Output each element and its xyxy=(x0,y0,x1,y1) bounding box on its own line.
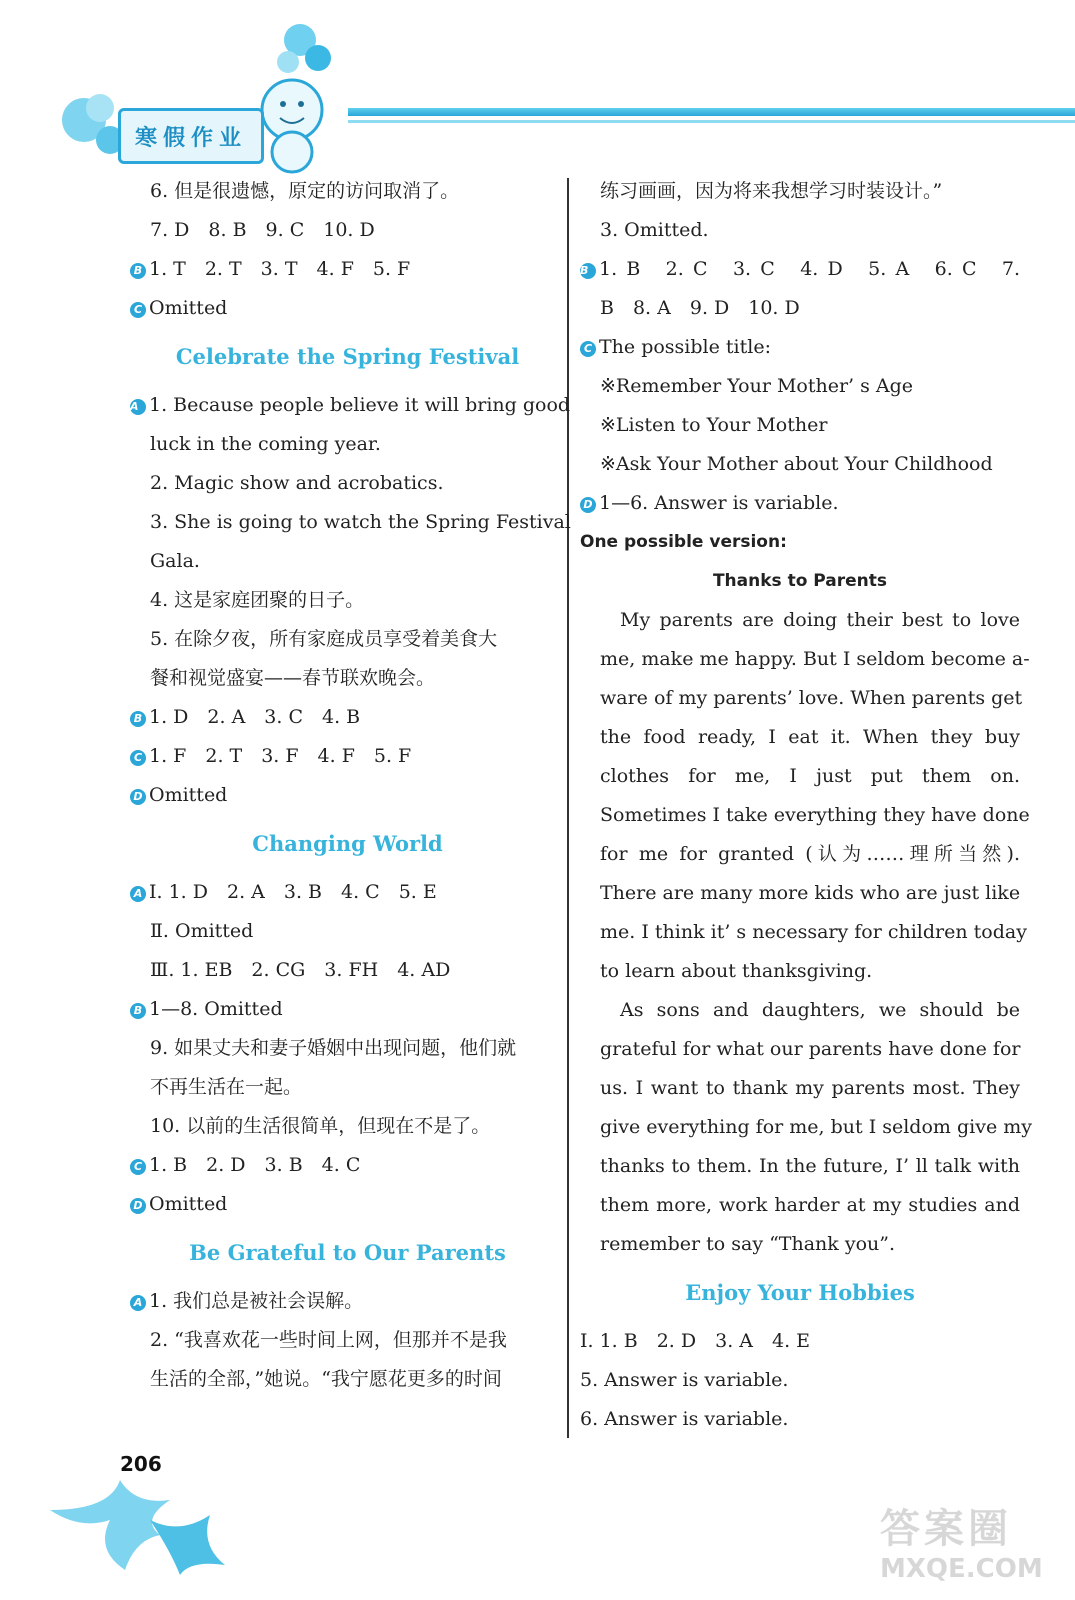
answer-text: Omitted xyxy=(149,297,228,319)
answer-line: 3. Omitted. xyxy=(600,219,709,241)
section-heading: Changing World xyxy=(252,831,443,856)
answer-line: 2. Magic show and acrobatics. xyxy=(150,472,444,494)
section-marker-icon: D xyxy=(130,1198,146,1214)
page-header xyxy=(0,0,1075,175)
answer-line: Sometimes I take everything they have done xyxy=(600,804,1030,826)
answer-line xyxy=(130,737,565,776)
answer-line xyxy=(580,328,1020,367)
answer-line: for me for granted (认为……理所当然). xyxy=(600,843,1020,865)
answer-text: 1. T 2. T 3. T 4. F 5. F xyxy=(149,258,411,280)
answer-line: 5. Answer is variable. xyxy=(580,1369,789,1391)
answer-text: 1. Because people believe it will bring good xyxy=(149,394,571,416)
section-marker-icon: C xyxy=(130,750,146,766)
answer-line: ※Ask Your Mother about Your Childhood xyxy=(600,453,993,475)
watermark-logo xyxy=(880,1505,1070,1595)
answer-line: 6. Answer is variable. xyxy=(580,1408,789,1430)
answer-line xyxy=(130,1146,565,1185)
answer-line: 6. 但是很遗憾，原定的访问取消了。 xyxy=(150,180,460,202)
section-marker-icon: A xyxy=(130,886,146,902)
section-marker-icon: C xyxy=(580,341,596,357)
snowflake-decoration-icon xyxy=(40,1470,240,1580)
answer-line: 2. “我喜欢花一些时间上网，但那并不是我 xyxy=(150,1329,507,1351)
answer-line xyxy=(130,698,565,737)
watermark-title: 答案圈 xyxy=(880,1506,1012,1552)
answer-line: ware of my parents’ love. When parents get xyxy=(600,687,1023,709)
section-marker-icon: B xyxy=(130,1003,146,1019)
answer-text: 1—8. Omitted xyxy=(149,998,283,1020)
section-marker-icon: D xyxy=(130,789,146,805)
header-title: 寒假作业 xyxy=(118,108,264,164)
answer-line xyxy=(130,873,565,912)
answer-line: 练习画画，因为将来我想学习时装设计。” xyxy=(600,180,943,202)
header-rule xyxy=(348,108,1075,116)
answer-line: My parents are doing their best to love xyxy=(620,609,1020,631)
left-column xyxy=(130,172,571,1399)
answer-line: 餐和视觉盛宴——春节联欢晚会。 xyxy=(150,667,436,689)
answer-line: 5. 在除夕夜，所有家庭成员享受着美食大 xyxy=(150,628,498,650)
version-label: One possible version: xyxy=(580,532,787,552)
answer-line xyxy=(130,386,571,425)
answer-line: 4. 这是家庭团聚的日子。 xyxy=(150,589,365,611)
section-marker-icon: B xyxy=(130,263,146,279)
section-marker-icon: C xyxy=(130,302,146,318)
answer-line: ※Remember Your Mother’ s Age xyxy=(600,375,914,397)
answer-line: Ⅱ. Omitted xyxy=(150,920,254,942)
page-number: 206 xyxy=(120,1452,162,1476)
answer-text: 1. F 2. T 3. F 4. F 5. F xyxy=(149,745,412,767)
watermark-url: MXQE.COM xyxy=(880,1554,1043,1584)
answer-line: them more, work harder at my studies and xyxy=(600,1194,1020,1216)
answer-line xyxy=(580,484,1020,523)
right-column xyxy=(580,172,1032,1439)
answer-line xyxy=(130,1185,565,1224)
answer-line: clothes for me, I just put them on. xyxy=(600,765,1020,787)
answer-line: Ⅲ. 1. EB 2. CG 3. FH 4. AD xyxy=(150,959,451,981)
answer-line: B 8. A 9. D 10. D xyxy=(600,297,800,319)
section-marker-icon: A xyxy=(130,399,146,415)
answer-line: us. I want to thank my parents most. They xyxy=(600,1077,1020,1099)
answer-line: As sons and daughters, we should be xyxy=(620,999,1020,1021)
section-marker-icon: A xyxy=(130,1295,146,1311)
section-heading: Be Grateful to Our Parents xyxy=(189,1240,506,1265)
section-marker-icon: D xyxy=(580,497,596,513)
answer-line: Gala. xyxy=(150,550,200,572)
answer-text: 1. 我们总是被社会误解。 xyxy=(149,1290,364,1312)
answer-line: 不再生活在一起。 xyxy=(150,1076,303,1098)
answer-line xyxy=(130,250,565,289)
answer-text: 1. D 2. A 3. C 4. B xyxy=(149,706,361,728)
answer-text: The possible title: xyxy=(599,336,771,358)
section-heading: Enjoy Your Hobbies xyxy=(685,1280,915,1305)
answer-line: me. I think it’ s necessary for children today xyxy=(600,921,1027,943)
answer-line xyxy=(130,289,565,328)
answer-text: Omitted xyxy=(149,784,228,806)
answer-line: remember to say “Thank you”. xyxy=(600,1233,896,1255)
section-marker-icon: C xyxy=(130,1159,146,1175)
section-marker-icon: B xyxy=(580,263,596,279)
answer-line: grateful for what our parents have done for xyxy=(600,1038,1021,1060)
answer-line: 10. 以前的生活很简单，但现在不是了。 xyxy=(150,1115,491,1137)
answer-line: ※Listen to Your Mother xyxy=(600,414,828,436)
answer-line: 生活的全部，”她说。“我宁愿花更多的时间 xyxy=(150,1368,502,1390)
answer-text: Ⅰ. 1. D 2. A 3. B 4. C 5. E xyxy=(149,881,437,903)
answer-line xyxy=(130,990,565,1029)
header-rule-thin xyxy=(348,120,1075,123)
answer-line: 7. D 8. B 9. C 10. D xyxy=(150,219,375,241)
answer-line xyxy=(130,1282,565,1321)
answer-line: There are many more kids who are just like xyxy=(600,882,1021,904)
answer-line: 3. She is going to watch the Spring Festival xyxy=(150,511,571,533)
answer-line: give everything for me, but I seldom give my xyxy=(600,1116,1032,1138)
answer-line: Ⅰ. 1. B 2. D 3. A 4. E xyxy=(580,1330,811,1352)
answer-line: thanks to them. In the future, I’ ll talk with xyxy=(600,1155,1020,1177)
answer-line xyxy=(580,250,1020,289)
answer-text: 1—6. Answer is variable. xyxy=(599,492,839,514)
essay-title: Thanks to Parents xyxy=(712,571,888,591)
answer-line: luck in the coming year. xyxy=(150,433,381,455)
answer-text: 1. B 2. D 3. B 4. C xyxy=(149,1154,361,1176)
answer-line xyxy=(130,776,565,815)
column-divider xyxy=(567,178,569,1438)
section-marker-icon: B xyxy=(130,711,146,727)
answer-line: 9. 如果丈夫和妻子婚姻中出现问题，他们就 xyxy=(150,1037,517,1059)
section-heading: Celebrate the Spring Festival xyxy=(175,344,520,369)
answer-line: me, make me happy. But I seldom become a- xyxy=(600,648,1030,670)
answer-line: the food ready, I eat it. When they buy xyxy=(600,726,1020,748)
answer-text: Omitted xyxy=(149,1193,228,1215)
answer-text: 1. B 2. C 3. C 4. D 5. A 6. C 7. xyxy=(599,258,1020,280)
answer-line: to learn about thanksgiving. xyxy=(600,960,873,982)
